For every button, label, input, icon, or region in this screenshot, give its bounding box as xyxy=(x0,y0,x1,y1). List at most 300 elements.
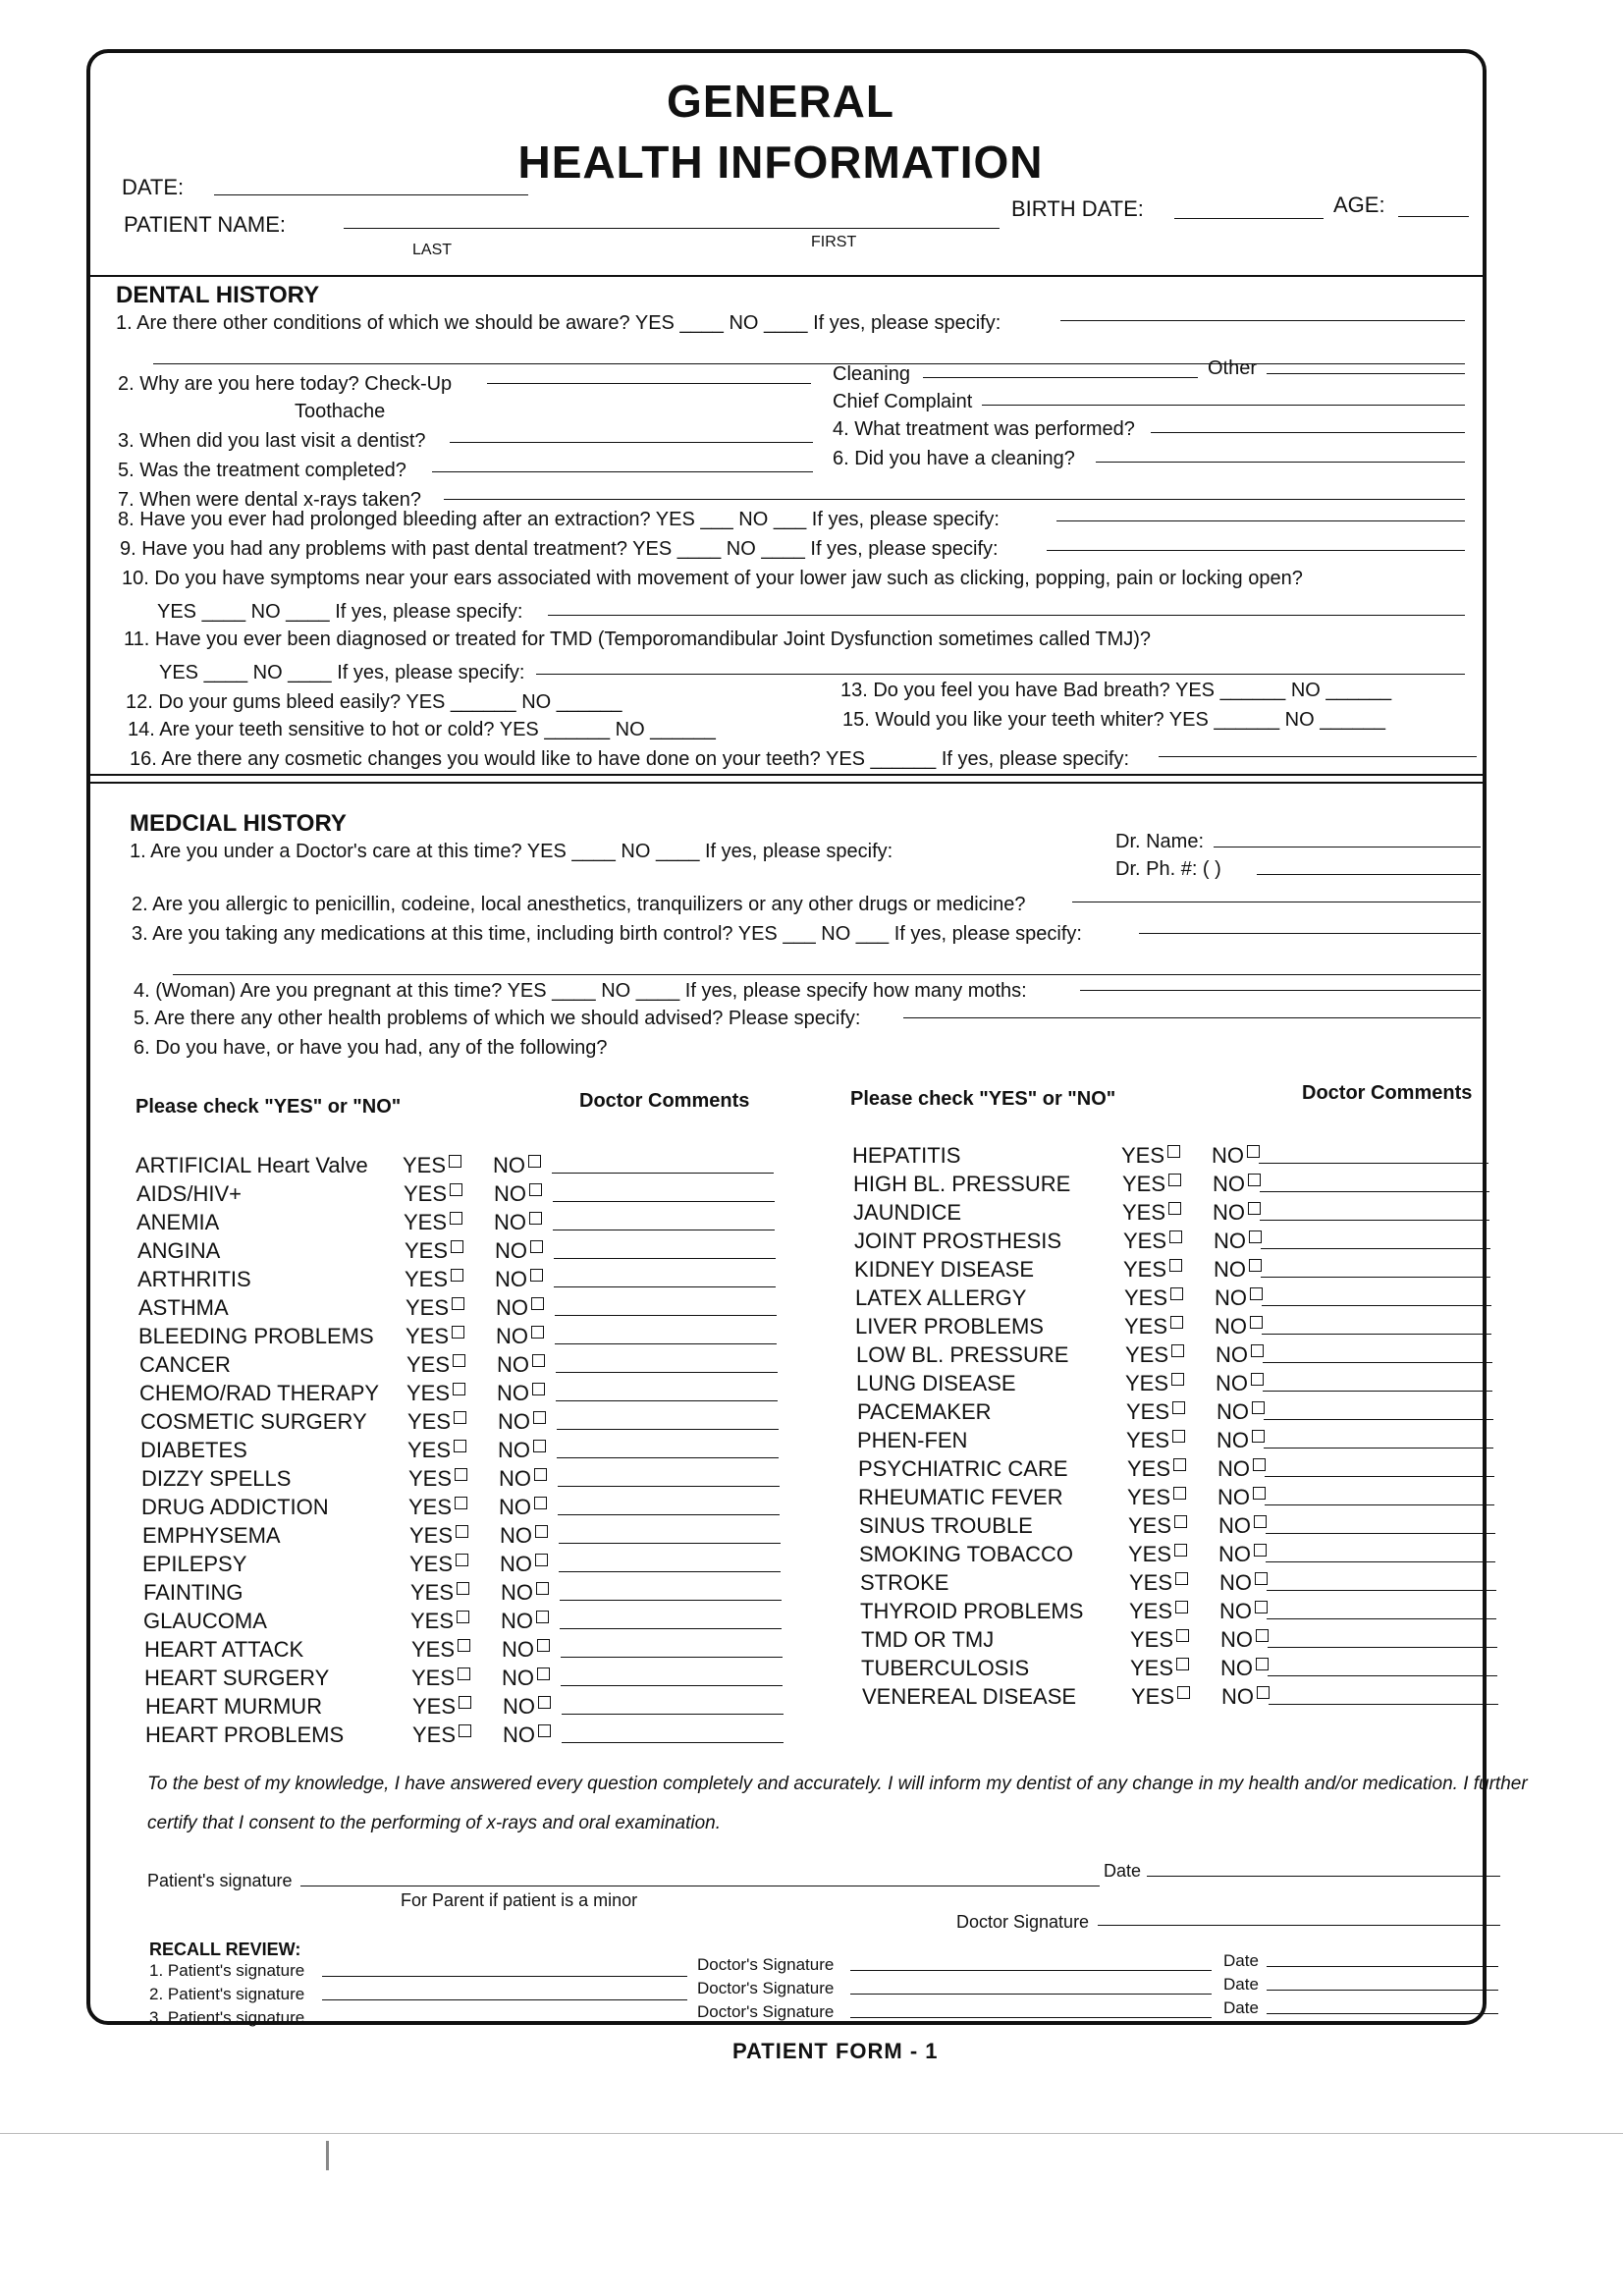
yes-checkbox[interactable] xyxy=(409,1525,468,1547)
no-checkbox[interactable] xyxy=(502,1667,550,1689)
checkbox-square[interactable] xyxy=(538,1724,551,1737)
yes-checkbox[interactable] xyxy=(1121,1145,1180,1167)
checkbox-square[interactable] xyxy=(532,1354,545,1367)
yes-label: YES xyxy=(1129,1570,1173,1595)
yes-checkbox[interactable] xyxy=(408,1468,467,1490)
doctor-comment-field[interactable] xyxy=(1261,1277,1490,1278)
checkbox-square[interactable] xyxy=(1170,1287,1183,1300)
checkbox-square[interactable] xyxy=(1168,1174,1181,1186)
patient-name-field[interactable] xyxy=(344,228,1000,229)
medical-q4-field[interactable] xyxy=(1080,990,1481,991)
recall-date-field[interactable] xyxy=(1267,1990,1498,1991)
doctor-comment-field[interactable] xyxy=(1260,1220,1489,1221)
checkbox-square[interactable] xyxy=(534,1468,547,1481)
yes-label: YES xyxy=(403,1153,447,1177)
cleaning-label: Cleaning xyxy=(833,363,910,385)
no-label: NO xyxy=(1212,1143,1244,1168)
doctor-comment-field[interactable] xyxy=(1267,1590,1496,1591)
checkbox-square[interactable] xyxy=(1252,1401,1265,1414)
no-checkbox[interactable] xyxy=(497,1383,545,1404)
condition-label: ANEMIA xyxy=(136,1210,220,1234)
dental-q2: 2. Why are you here today? Check-Up xyxy=(118,373,453,395)
yes-checkbox[interactable] xyxy=(409,1554,468,1575)
condition-label: THYROID PROBLEMS xyxy=(860,1599,1084,1623)
no-checkbox[interactable] xyxy=(1221,1686,1270,1708)
no-checkbox[interactable] xyxy=(1218,1515,1267,1537)
dental-q15: 15. Would you like your teeth whiter? YES ______ NO ______ xyxy=(842,709,1385,731)
no-checkbox[interactable] xyxy=(500,1554,548,1575)
checkbox-square[interactable] xyxy=(1171,1373,1184,1386)
yes-checkbox[interactable] xyxy=(1126,1430,1185,1451)
checkbox-square[interactable] xyxy=(1167,1145,1180,1158)
no-label: NO xyxy=(1219,1570,1252,1595)
checkbox-square[interactable] xyxy=(1251,1373,1264,1386)
yes-label: YES xyxy=(409,1552,454,1576)
yes-checkbox[interactable] xyxy=(404,1212,462,1233)
doctor-comment-field[interactable] xyxy=(558,1486,780,1487)
checkbox-square[interactable] xyxy=(531,1297,544,1310)
yes-label: YES xyxy=(411,1666,456,1690)
condition-label: HEART SURGERY xyxy=(144,1666,330,1690)
checkbox-square[interactable] xyxy=(455,1468,467,1481)
yes-checkbox[interactable] xyxy=(406,1383,465,1404)
doctor-comment-field[interactable] xyxy=(558,1514,780,1515)
chief-complaint-field[interactable] xyxy=(982,405,1465,406)
no-checkbox[interactable] xyxy=(503,1724,551,1746)
yes-checkbox[interactable] xyxy=(411,1639,470,1661)
checkbox-square[interactable] xyxy=(456,1525,468,1538)
no-label: NO xyxy=(503,1722,535,1747)
yes-checkbox[interactable] xyxy=(407,1411,466,1433)
condition-label: ASTHMA xyxy=(138,1295,229,1320)
doctor-comment-field[interactable] xyxy=(562,1714,784,1715)
checkbox-square[interactable] xyxy=(450,1212,462,1225)
checkbox-square[interactable] xyxy=(1174,1544,1187,1557)
yes-checkbox[interactable] xyxy=(1130,1629,1189,1651)
other-field[interactable] xyxy=(1267,373,1465,374)
yes-label: YES xyxy=(406,1352,451,1377)
yes-checkbox[interactable] xyxy=(403,1155,461,1176)
condition-label: STROKE xyxy=(860,1570,949,1595)
no-checkbox[interactable] xyxy=(501,1582,549,1604)
no-checkbox[interactable] xyxy=(495,1269,543,1290)
yes-checkbox[interactable] xyxy=(1125,1344,1184,1366)
no-checkbox[interactable] xyxy=(1214,1259,1262,1281)
checkbox-square[interactable] xyxy=(1176,1658,1189,1670)
no-label: NO xyxy=(502,1666,534,1690)
no-label: NO xyxy=(494,1210,526,1234)
condition-label: HEPATITIS xyxy=(852,1143,961,1168)
checkbox-square[interactable] xyxy=(1255,1601,1268,1613)
dental-q6-field[interactable] xyxy=(1096,462,1465,463)
no-checkbox[interactable] xyxy=(498,1440,546,1461)
no-label: NO xyxy=(1221,1684,1254,1709)
dental-q7-field[interactable] xyxy=(444,499,1465,500)
medical-q6: 6. Do you have, or have you had, any of the following? xyxy=(134,1037,608,1059)
checkbox-square[interactable] xyxy=(537,1667,550,1680)
checkbox-square[interactable] xyxy=(536,1582,549,1595)
checkbox-square[interactable] xyxy=(535,1554,548,1566)
checkbox-square[interactable] xyxy=(1168,1202,1181,1215)
medical-q5-field[interactable] xyxy=(903,1017,1481,1018)
checkbox-square[interactable] xyxy=(1250,1287,1263,1300)
dental-q1-field-2[interactable] xyxy=(153,363,1465,364)
yes-checkbox[interactable] xyxy=(1127,1487,1186,1508)
dental-q11-field[interactable] xyxy=(536,674,1465,675)
yes-label: YES xyxy=(408,1495,453,1519)
yes-label: YES xyxy=(1128,1542,1172,1566)
doctor-comment-field[interactable] xyxy=(561,1685,783,1686)
checkbox-square[interactable] xyxy=(530,1269,543,1282)
checkbox-square[interactable] xyxy=(531,1326,544,1339)
doctor-comment-field[interactable] xyxy=(1261,1248,1490,1249)
yes-checkbox[interactable] xyxy=(1127,1458,1186,1480)
doctor-comment-field[interactable] xyxy=(554,1258,776,1259)
no-label: NO xyxy=(1214,1229,1246,1253)
checkbox-square[interactable] xyxy=(458,1667,470,1680)
checkbox-square[interactable] xyxy=(1170,1316,1183,1329)
checkbox-square[interactable] xyxy=(1174,1515,1187,1528)
doctor-comment-field[interactable] xyxy=(557,1457,779,1458)
doctor-comment-field[interactable] xyxy=(557,1429,779,1430)
no-checkbox[interactable] xyxy=(1217,1401,1265,1423)
doctor-comment-field[interactable] xyxy=(555,1315,777,1316)
recall-patient-field[interactable] xyxy=(322,1999,687,2000)
no-checkbox[interactable] xyxy=(1220,1658,1269,1679)
scan-mark xyxy=(326,2141,329,2170)
checkbox-square[interactable] xyxy=(453,1383,465,1395)
no-checkbox[interactable] xyxy=(1220,1629,1269,1651)
dental-q8: 8. Have you ever had prolonged bleeding after an extraction? YES ___ NO ___ If yes, please specify: xyxy=(118,509,1000,530)
yes-checkbox[interactable] xyxy=(1124,1287,1183,1309)
no-label: NO xyxy=(1215,1285,1247,1310)
dental-q5-field[interactable] xyxy=(432,471,813,472)
yes-checkbox[interactable] xyxy=(1125,1373,1184,1394)
checkbox-square[interactable] xyxy=(457,1611,469,1623)
medical-q3-field-2[interactable] xyxy=(173,974,1481,975)
checkbox-square[interactable] xyxy=(454,1440,466,1452)
yes-checkbox[interactable] xyxy=(1123,1230,1182,1252)
doctor-comment-field[interactable] xyxy=(552,1173,774,1174)
doctor-comment-field[interactable] xyxy=(1262,1305,1491,1306)
yes-checkbox[interactable] xyxy=(405,1269,463,1290)
recall-patient-field[interactable] xyxy=(322,1976,687,1977)
yes-checkbox[interactable] xyxy=(412,1696,471,1718)
doctor-comment-field[interactable] xyxy=(1262,1334,1491,1335)
no-checkbox[interactable] xyxy=(499,1468,547,1490)
checkbox-square[interactable] xyxy=(450,1183,462,1196)
checkbox-square[interactable] xyxy=(458,1639,470,1652)
yes-label: YES xyxy=(1124,1285,1168,1310)
recall-doctor-field[interactable] xyxy=(850,2017,1212,2018)
checkbox-square[interactable] xyxy=(528,1155,541,1168)
checkbox-square[interactable] xyxy=(456,1554,468,1566)
checkbox-square[interactable] xyxy=(457,1582,469,1595)
recall-date-field[interactable] xyxy=(1267,1966,1498,1967)
checkbox-square[interactable] xyxy=(459,1724,471,1737)
doctor-comment-field[interactable] xyxy=(1260,1191,1489,1192)
date-field[interactable] xyxy=(214,194,528,195)
section-separator-2 xyxy=(90,782,1483,784)
condition-label: RHEUMATIC FEVER xyxy=(858,1485,1063,1509)
no-label: NO xyxy=(1216,1342,1248,1367)
condition-label: VENEREAL DISEASE xyxy=(862,1684,1077,1709)
recall-patient-label: 2. Patient's signature xyxy=(149,1985,305,2003)
dental-q1-field[interactable] xyxy=(1060,320,1465,321)
yes-checkbox[interactable] xyxy=(407,1440,466,1461)
checkbox-square[interactable] xyxy=(452,1326,464,1339)
yes-checkbox[interactable] xyxy=(406,1326,464,1347)
yes-checkbox[interactable] xyxy=(412,1724,471,1746)
dental-history-heading: DENTAL HISTORY xyxy=(116,282,320,308)
checkbox-square[interactable] xyxy=(1250,1316,1263,1329)
doctor-comment-field[interactable] xyxy=(1263,1362,1492,1363)
no-checkbox[interactable] xyxy=(1217,1430,1265,1451)
checkbox-square[interactable] xyxy=(1169,1259,1182,1272)
yes-checkbox[interactable] xyxy=(405,1240,463,1262)
checkbox-square[interactable] xyxy=(452,1297,464,1310)
no-checkbox[interactable] xyxy=(1214,1230,1262,1252)
doctor-comment-field[interactable] xyxy=(553,1201,775,1202)
checkbox-square[interactable] xyxy=(530,1240,543,1253)
recall-doctor-label: Doctor's Signature xyxy=(697,1979,835,1997)
checkbox-square[interactable] xyxy=(1253,1487,1266,1500)
checkbox-square[interactable] xyxy=(1248,1174,1261,1186)
doctor-comment-field[interactable] xyxy=(1264,1419,1493,1420)
yes-checkbox[interactable] xyxy=(1122,1174,1181,1195)
checkbox-square[interactable] xyxy=(1173,1458,1186,1471)
no-checkbox[interactable] xyxy=(1216,1344,1264,1366)
doctor-comment-field[interactable] xyxy=(1266,1561,1495,1562)
checkbox-square[interactable] xyxy=(533,1440,546,1452)
dental-q3: 3. When did you last visit a dentist? xyxy=(118,430,426,452)
page-footer: PATIENT FORM - 1 xyxy=(732,2039,939,2063)
checkbox-square[interactable] xyxy=(536,1611,549,1623)
checkbox-square[interactable] xyxy=(1248,1202,1261,1215)
yes-checkbox[interactable] xyxy=(410,1611,469,1632)
doctor-comment-field[interactable] xyxy=(1267,1618,1496,1619)
checkbox-square[interactable] xyxy=(1255,1572,1268,1585)
doctor-comment-field[interactable] xyxy=(555,1343,777,1344)
no-checkbox[interactable] xyxy=(1215,1287,1263,1309)
no-checkbox[interactable] xyxy=(502,1639,550,1661)
checkbox-square[interactable] xyxy=(449,1155,461,1168)
no-checkbox[interactable] xyxy=(503,1696,551,1718)
checkbox-square[interactable] xyxy=(1172,1430,1185,1443)
no-checkbox[interactable] xyxy=(498,1411,546,1433)
checkbox-square[interactable] xyxy=(537,1639,550,1652)
dental-q10-field[interactable] xyxy=(548,615,1465,616)
yes-checkbox[interactable] xyxy=(1123,1259,1182,1281)
no-checkbox[interactable] xyxy=(496,1326,544,1347)
checkbox-square[interactable] xyxy=(1249,1259,1262,1272)
no-checkbox[interactable] xyxy=(1217,1458,1266,1480)
no-checkbox[interactable] xyxy=(1215,1316,1263,1338)
doctor-comment-field[interactable] xyxy=(562,1742,784,1743)
no-checkbox[interactable] xyxy=(496,1297,544,1319)
yes-label: YES xyxy=(1129,1599,1173,1623)
doctor-comment-field[interactable] xyxy=(1269,1704,1498,1705)
no-checkbox[interactable] xyxy=(1216,1373,1264,1394)
checkup-field[interactable] xyxy=(487,383,811,384)
doctor-comment-field[interactable] xyxy=(1265,1504,1494,1505)
checkbox-square[interactable] xyxy=(1254,1515,1267,1528)
no-label: NO xyxy=(496,1295,528,1320)
no-checkbox[interactable] xyxy=(1213,1202,1261,1224)
doctor-comment-field[interactable] xyxy=(556,1400,778,1401)
dental-q16-field[interactable] xyxy=(1159,756,1477,757)
dental-q8-field[interactable] xyxy=(1056,520,1465,521)
checkbox-square[interactable] xyxy=(1256,1658,1269,1670)
yes-checkbox[interactable] xyxy=(1130,1658,1189,1679)
no-checkbox[interactable] xyxy=(1219,1601,1268,1622)
checkbox-square[interactable] xyxy=(1251,1344,1264,1357)
doctor-comment-field[interactable] xyxy=(1259,1163,1488,1164)
yes-checkbox[interactable] xyxy=(1126,1401,1185,1423)
yes-checkbox[interactable] xyxy=(1128,1544,1187,1565)
checkbox-square[interactable] xyxy=(534,1497,547,1509)
dental-q9: 9. Have you had any problems with past dental treatment? YES ____ NO ____ If yes, please specify: xyxy=(120,538,999,560)
yes-label: YES xyxy=(1131,1684,1175,1709)
recall-doctor-field[interactable] xyxy=(850,1994,1212,1995)
no-label: NO xyxy=(499,1495,531,1519)
checkbox-square[interactable] xyxy=(535,1525,548,1538)
dr-phone-field[interactable] xyxy=(1257,874,1481,875)
no-checkbox[interactable] xyxy=(1218,1544,1267,1565)
doctor-comment-field[interactable] xyxy=(1266,1533,1495,1534)
checkbox-square[interactable] xyxy=(532,1383,545,1395)
doctor-comment-field[interactable] xyxy=(1265,1476,1494,1477)
yes-checkbox[interactable] xyxy=(1124,1316,1183,1338)
checkbox-square[interactable] xyxy=(1176,1629,1189,1642)
checkbox-square[interactable] xyxy=(1254,1544,1267,1557)
yes-label: YES xyxy=(1128,1513,1172,1538)
no-checkbox[interactable] xyxy=(494,1212,542,1233)
yes-checkbox[interactable] xyxy=(404,1183,462,1205)
checkbox-square[interactable] xyxy=(1177,1686,1190,1699)
doctor-comment-field[interactable] xyxy=(559,1543,781,1544)
doctor-comment-field[interactable] xyxy=(560,1600,782,1601)
dental-q6: 6. Did you have a cleaning? xyxy=(833,448,1075,469)
no-checkbox[interactable] xyxy=(495,1240,543,1262)
no-checkbox[interactable] xyxy=(1213,1174,1261,1195)
dental-q14: 14. Are your teeth sensitive to hot or cold? YES ______ NO ______ xyxy=(128,719,716,740)
no-checkbox[interactable] xyxy=(497,1354,545,1376)
checkbox-square[interactable] xyxy=(1256,1629,1269,1642)
yes-label: YES xyxy=(1121,1143,1165,1168)
checkbox-square[interactable] xyxy=(1171,1344,1184,1357)
checkbox-square[interactable] xyxy=(451,1269,463,1282)
checkbox-square[interactable] xyxy=(533,1411,546,1424)
checkbox-square[interactable] xyxy=(529,1212,542,1225)
no-label: NO xyxy=(502,1637,534,1662)
dental-q4-field[interactable] xyxy=(1151,432,1465,433)
checkbox-square[interactable] xyxy=(1252,1430,1265,1443)
dental-q3-field[interactable] xyxy=(450,442,813,443)
yes-checkbox[interactable] xyxy=(406,1354,465,1376)
checkbox-square[interactable] xyxy=(453,1354,465,1367)
condition-label: ARTHRITIS xyxy=(137,1267,251,1291)
doctor-comment-field[interactable] xyxy=(556,1372,778,1373)
doctor-signature-field[interactable] xyxy=(1098,1925,1500,1926)
yes-label: YES xyxy=(1127,1456,1171,1481)
checkbox-square[interactable] xyxy=(1247,1145,1260,1158)
birth-date-field[interactable] xyxy=(1174,218,1324,219)
checkbox-square[interactable] xyxy=(455,1497,467,1509)
other-label: Other xyxy=(1208,357,1258,379)
yes-label: YES xyxy=(1122,1172,1166,1196)
checkbox-square[interactable] xyxy=(1169,1230,1182,1243)
no-label: NO xyxy=(1218,1542,1251,1566)
recall-doctor-field[interactable] xyxy=(850,1970,1212,1971)
checkbox-square[interactable] xyxy=(1249,1230,1262,1243)
no-checkbox[interactable] xyxy=(1212,1145,1260,1167)
checkbox-square[interactable] xyxy=(529,1183,542,1196)
checkbox-square[interactable] xyxy=(538,1696,551,1709)
no-checkbox[interactable] xyxy=(1219,1572,1268,1594)
doctor-comment-field[interactable] xyxy=(1263,1391,1492,1392)
doctor-comment-field[interactable] xyxy=(1268,1647,1497,1648)
no-checkbox[interactable] xyxy=(501,1611,549,1632)
toothache-label: Toothache xyxy=(295,401,386,422)
medical-q1: 1. Are you under a Doctor's care at this time? YES ____ NO ____ If yes, please specify: xyxy=(130,841,893,862)
doctor-comment-field[interactable] xyxy=(559,1571,781,1572)
recall-date-label: Date xyxy=(1223,1951,1259,1970)
no-checkbox[interactable] xyxy=(1217,1487,1266,1508)
checkbox-square[interactable] xyxy=(1257,1686,1270,1699)
age-field[interactable] xyxy=(1398,216,1469,217)
checkbox-square[interactable] xyxy=(1173,1487,1186,1500)
yes-checkbox[interactable] xyxy=(1129,1572,1188,1594)
doctor-comment-field[interactable] xyxy=(561,1657,783,1658)
medical-q3-field[interactable] xyxy=(1139,933,1481,934)
no-checkbox[interactable] xyxy=(494,1183,542,1205)
dental-q9-field[interactable] xyxy=(1047,550,1465,551)
patient-signature-label: Patient's signature xyxy=(147,1871,293,1890)
yes-label: YES xyxy=(404,1181,448,1206)
checkbox-square[interactable] xyxy=(1175,1601,1188,1613)
yes-checkbox[interactable] xyxy=(1131,1686,1190,1708)
checkbox-square[interactable] xyxy=(454,1411,466,1424)
yes-checkbox[interactable] xyxy=(1128,1515,1187,1537)
yes-checkbox[interactable] xyxy=(410,1582,469,1604)
yes-checkbox[interactable] xyxy=(406,1297,464,1319)
checkbox-square[interactable] xyxy=(1172,1401,1185,1414)
yes-checkbox[interactable] xyxy=(408,1497,467,1518)
yes-checkbox[interactable] xyxy=(1129,1601,1188,1622)
checkbox-square[interactable] xyxy=(1175,1572,1188,1585)
signature-date-field[interactable] xyxy=(1147,1876,1500,1877)
yes-checkbox[interactable] xyxy=(1122,1202,1181,1224)
no-label: NO xyxy=(497,1352,529,1377)
cleaning-field[interactable] xyxy=(923,377,1198,378)
checkbox-square[interactable] xyxy=(1253,1458,1266,1471)
dental-q4: 4. What treatment was performed? xyxy=(833,418,1135,440)
no-checkbox[interactable] xyxy=(500,1525,548,1547)
no-checkbox[interactable] xyxy=(493,1155,541,1176)
medical-history-heading: MEDCIAL HISTORY xyxy=(130,810,347,837)
yes-checkbox[interactable] xyxy=(411,1667,470,1689)
recall-patient-field[interactable] xyxy=(322,2023,687,2024)
checkbox-square[interactable] xyxy=(459,1696,471,1709)
checkbox-square[interactable] xyxy=(451,1240,463,1253)
doctor-comment-field[interactable] xyxy=(554,1286,776,1287)
no-checkbox[interactable] xyxy=(499,1497,547,1518)
doctor-comment-field[interactable] xyxy=(1268,1675,1497,1676)
recall-date-field[interactable] xyxy=(1267,2013,1498,2014)
doctor-comment-field[interactable] xyxy=(560,1628,782,1629)
doctor-comment-field[interactable] xyxy=(1264,1448,1493,1449)
